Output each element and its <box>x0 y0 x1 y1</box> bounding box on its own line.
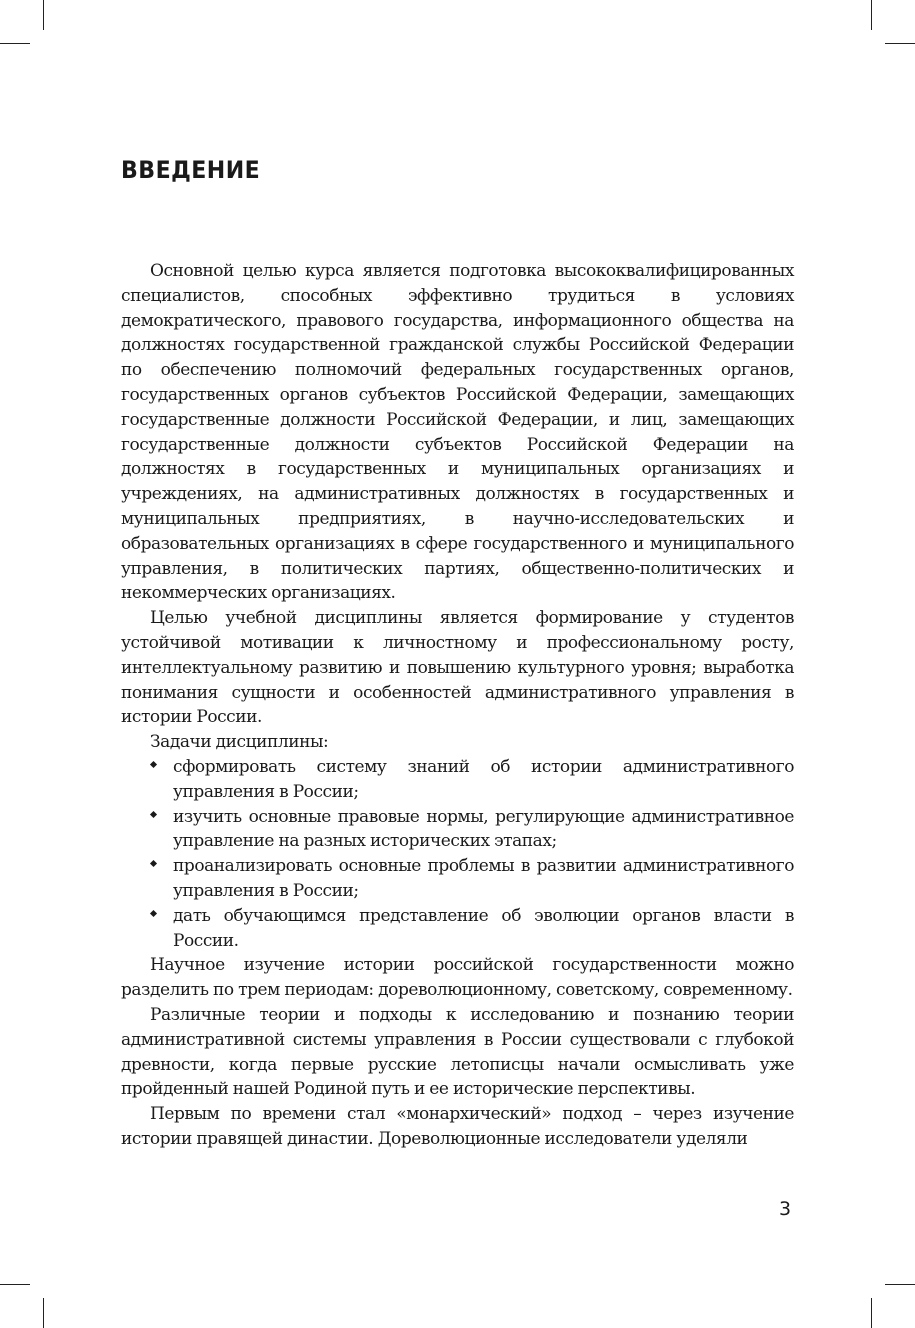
diamond-bullet-icon <box>150 810 157 817</box>
paragraph-discipline-goal: Целью учебной дисциплины является формирование у студентов устойчивой мотивации к личностному и профессиональному росту, интеллектуальному развитию и повышению культурного уровня; выработка понимания сущности и особенностей административного управления в истории России. <box>121 608 794 728</box>
tasks-list <box>121 755 794 953</box>
crop-mark-top-right-vertical <box>871 0 872 30</box>
crop-mark-bottom-right-horizontal <box>885 1284 915 1285</box>
crop-mark-bottom-left-vertical <box>43 1298 44 1328</box>
list-item-text: дать обучающимся представление об эволюции органов власти в России. <box>173 905 794 951</box>
crop-mark-bottom-left-horizontal <box>0 1284 30 1285</box>
diamond-bullet-icon <box>150 860 157 867</box>
crop-mark-top-left-horizontal <box>0 43 30 44</box>
list-item-text: изучить основные правовые нормы, регулирующие административное управление на разных исторических этапах; <box>173 806 794 852</box>
crop-mark-top-right-horizontal <box>885 43 915 44</box>
paragraph-theories: Различные теории и подходы к исследованию и познанию теории административной системы управления в России существовали с глубокой древности, когда первые русские летописцы начали осмысливать уже пройденный нашей Родиной путь и ее исторические перспективы. <box>121 1004 794 1100</box>
list-item <box>121 805 794 855</box>
page-number: 3 <box>779 1198 792 1220</box>
diamond-bullet-icon <box>150 910 157 917</box>
paragraph-periods: Научное изучение истории российской государственности можно разделить по трем периодам: дореволюционному, советскому, современному. <box>121 955 794 1001</box>
list-item-text: сформировать систему знаний об истории административного управления в России; <box>173 756 794 802</box>
crop-mark-top-left-vertical <box>43 0 44 30</box>
chapter-title: ВВЕДЕНИЕ <box>121 156 261 184</box>
list-item <box>121 755 794 805</box>
paragraph-monarchic-approach: Первым по времени стал «монархический» подход – через изучение истории правящей династии. Дореволюционные исследователи уделяли <box>121 1104 794 1149</box>
list-item <box>121 854 794 904</box>
list-item <box>121 904 794 954</box>
list-item-text: проанализировать основные проблемы в развитии административного управления в России; <box>173 856 794 901</box>
paragraph-course-goal: Основной целью курса является подготовка высококвалифицированных специалистов, способных эффективно трудиться в условиях демократического, правового государства, информационного общества на должностях государственной гражданской службы Российской Федерации по обеспечению полномочий федеральных государственных органов, государственных органов субъектов Российской Федерации, замещающих государственные должности Российской Федерации, и лиц, замещающих государственные должности субъектов Российской Федерации на должностях в государственных и муниципальных организациях и учреждениях, на административных должностях в государственных и муниципальных предприятиях, в научно-исследовательских и образовательных организациях в сфере государственного и муниципального управления, в политических партиях, общественно-политических и некоммерческих организациях. <box>121 261 794 604</box>
body-text <box>121 259 794 1152</box>
crop-mark-bottom-right-vertical <box>871 1298 872 1328</box>
diamond-bullet-icon <box>150 761 157 768</box>
tasks-heading: Задачи дисциплины: <box>150 732 329 753</box>
